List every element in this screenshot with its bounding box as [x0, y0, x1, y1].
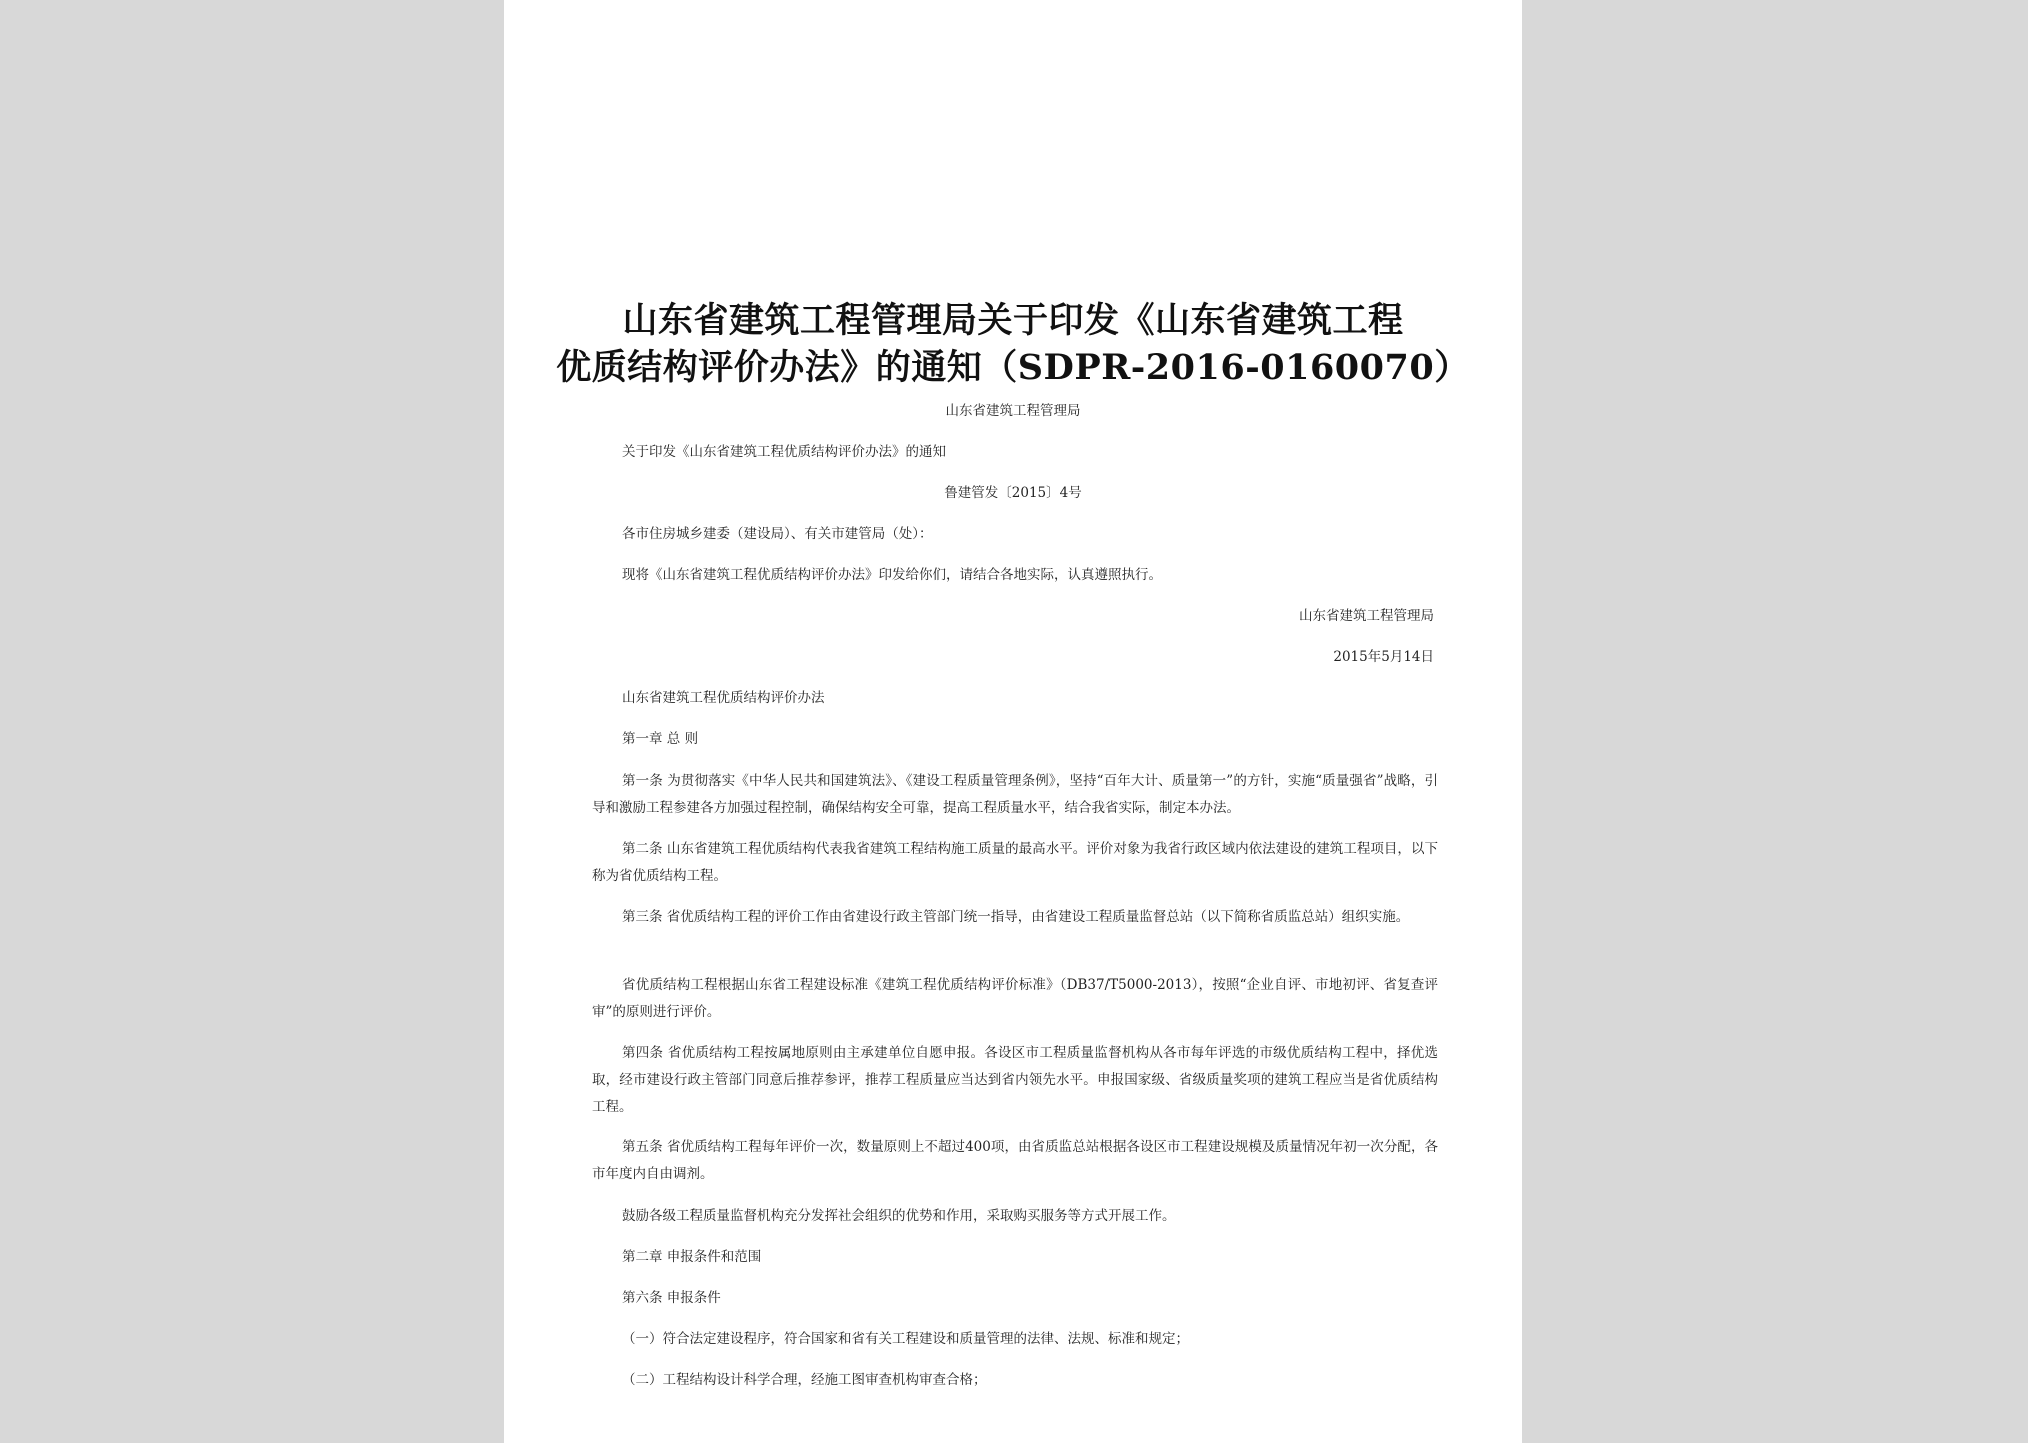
chapter-1-heading: 第一章 总 则: [622, 731, 699, 747]
notice-subject: 关于印发《山东省建筑工程优质结构评价办法》的通知: [622, 444, 946, 460]
title-line-1: 山东省建筑工程管理局关于印发《山东省建筑工程: [622, 300, 1404, 341]
measures-title: 山东省建筑工程优质结构评价办法: [622, 690, 825, 706]
chapter-2-heading: 第二章 申报条件和范围: [622, 1249, 762, 1265]
article-1: 第一条 为贯彻落实《中华人民共和国建筑法》、《建设工程质量管理条例》，坚持“百年大计、质量第一”的方针，实施“质量强省”战略，引导和激励工程参建各方加强过程控制，确保结构安全可靠，提高工程质量水平，结合我省实际，制定本办法。: [592, 773, 1438, 816]
issue-date: 2015年5月14日: [1333, 649, 1434, 665]
article-6-heading: 第六条 申报条件: [622, 1290, 721, 1306]
list-item-2: （二）工程结构设计科学合理，经施工图审查机构审查合格；: [622, 1372, 987, 1388]
list-item-1: （一）符合法定建设程序，符合国家和省有关工程建设和质量管理的法律、法规、标准和规定；: [622, 1331, 1189, 1347]
intro-text: 现将《山东省建筑工程优质结构评价办法》印发给你们，请结合各地实际，认真遵照执行。: [622, 567, 1162, 583]
addressee: 各市住房城乡建委（建设局）、有关市建管局（处）：: [622, 526, 933, 542]
article-3-paragraph-2: 省优质结构工程根据山东省工程建设标准《建筑工程优质结构评价标准》（DB37/T5000-2013），按照“企业自评、市地初评、省复查评审”的原则进行评价。: [592, 977, 1438, 1020]
article-4: 第四条 省优质结构工程按属地原则由主承建单位自愿申报。各设区市工程质量监督机构从各市每年评选的市级优质结构工程中，择优选取，经市建设行政主管部门同意后推荐参评，推荐工程质量应当达到省内领先水平。申报国家级、省级质量奖项的建筑工程应当是省优质结构工程。: [592, 1045, 1438, 1115]
article-2: 第二条 山东省建筑工程优质结构代表我省建筑工程结构施工质量的最高水平。评价对象为我省行政区域内依法建设的建筑工程项目，以下称为省优质结构工程。: [592, 841, 1438, 884]
article-3: 第三条 省优质结构工程的评价工作由省建设行政主管部门统一指导，由省建设工程质量监督总站（以下简称省质监总站）组织实施。: [622, 909, 1410, 925]
signature: 山东省建筑工程管理局: [1299, 608, 1434, 624]
title-line-2: 优质结构评价办法》的通知（SDPR-2016-0160070）: [556, 347, 1470, 388]
document-title: [504, 297, 1522, 391]
document-page: [504, 0, 1522, 1443]
article-5-paragraph-2: 鼓励各级工程质量监督机构充分发挥社会组织的优势和作用，采取购买服务等方式开展工作。: [622, 1208, 1176, 1224]
article-5: 第五条 省优质结构工程每年评价一次，数量原则上不超过400项，由省质监总站根据各设区市工程建设规模及质量情况年初一次分配，各市年度内自由调剂。: [592, 1139, 1438, 1182]
document-number: 鲁建管发〔2015〕4号: [944, 485, 1082, 501]
issuer: 山东省建筑工程管理局: [945, 403, 1081, 419]
